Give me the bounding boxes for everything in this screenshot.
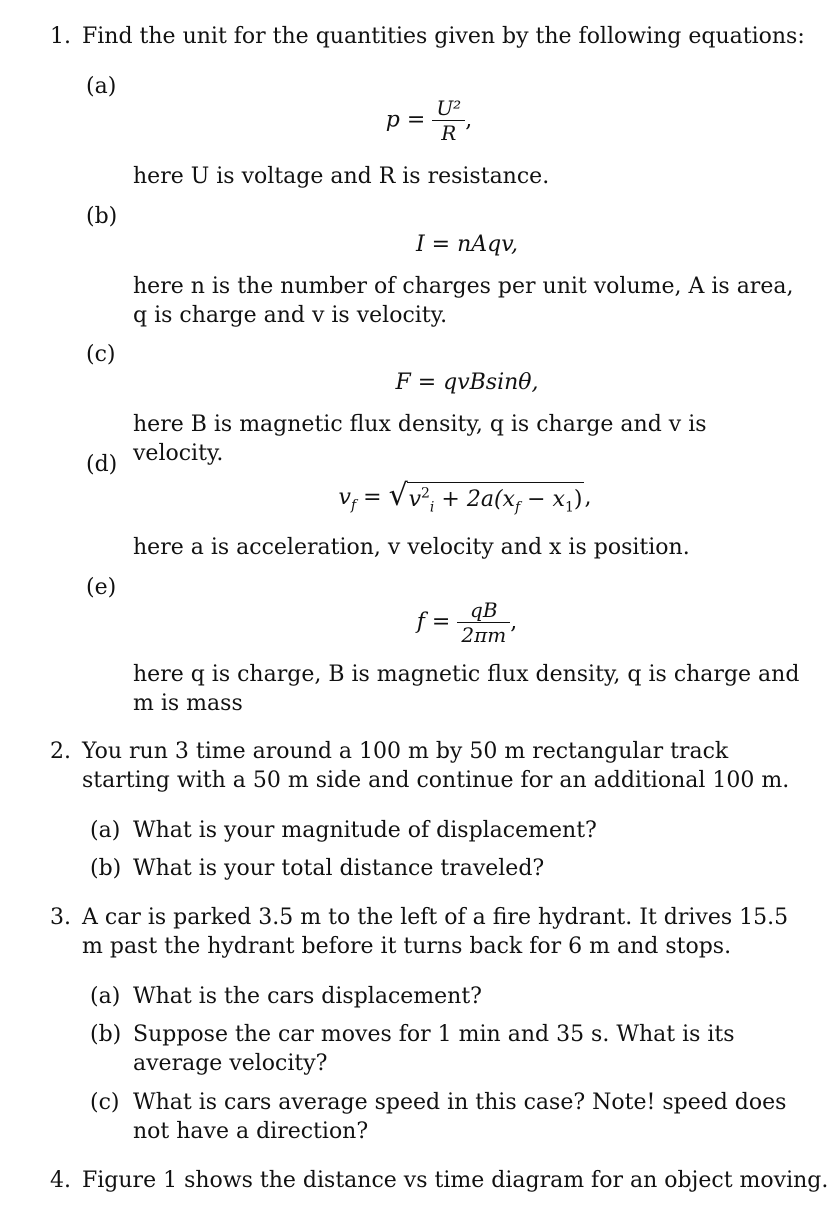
q1d-equation [48, 478, 834, 516]
q3-text: A car is parked 3.5 m to the left of a fire hydrant. It drives 15.5 m past the hydrant before it turns back for 6 m and stops. [82, 905, 789, 959]
q1b-equation: I = nAqv, [415, 232, 519, 257]
q1b-note: here n is the number of charges per unit volume, A is area, q is charge and v is velocity. [133, 274, 794, 328]
q1a-eq-lhs: p = [385, 107, 426, 133]
q1d-note: here a is acceleration, v velocity and x is position. [133, 535, 690, 560]
q1e-numerator: qB [470, 598, 498, 622]
q2b-text: What is your total distance traveled? [133, 856, 545, 881]
q1a-numerator: U² [436, 96, 462, 120]
q2-number: 2. [50, 739, 71, 764]
q1e-eq-lhs: f = [416, 609, 451, 635]
q2a-label: (a) [90, 818, 121, 843]
q3a-label: (a) [90, 984, 121, 1009]
q1a-label: (a) [86, 74, 117, 99]
q1d-eq-equals: = [363, 485, 382, 510]
q1e-denominator: 2πm [461, 623, 507, 647]
q1d-radicand-sub2: f [514, 499, 521, 516]
q1d-square-root: √ $v^2_i + 2a(x_f - x_1)$ [388, 478, 583, 516]
q1c-note: here B is magnetic flux density, q is charge and v is velocity. [133, 412, 707, 466]
q1d-radicand-sub: i [429, 499, 435, 516]
q1d-radicand-end: ) [573, 487, 583, 512]
q3c-text: What is cars average speed in this case? Note! speed does not have a direction? [133, 1090, 787, 1144]
q1e-note: here q is charge, B is magnetic flux density, q is charge and m is mass [133, 662, 800, 716]
q1e-eq-tail: , [510, 609, 518, 635]
q4-text: Figure 1 shows the distance vs time diagram for an object moving. [82, 1168, 829, 1193]
q1a-eq-tail: , [465, 107, 473, 133]
q4-number: 4. [50, 1168, 71, 1193]
q3b-label: (b) [90, 1022, 122, 1047]
q1d-eq-tail: , [584, 485, 592, 510]
q1b-label: (b) [86, 204, 118, 229]
q1a-fraction [432, 96, 465, 145]
q2-text: You run 3 time around a 100 m by 50 m rectangular track starting with a 50 m side and continue for an additional 100 m. [82, 739, 790, 793]
q1-number: 1. [50, 24, 71, 49]
q3c-label: (c) [90, 1090, 120, 1115]
q1d-radicand-v: v [408, 487, 421, 512]
q1-text: Find the unit for the quantities given by the following equations: [82, 24, 805, 49]
q1a-denominator: R [441, 121, 457, 145]
q1d-label: (d) [86, 452, 118, 477]
q1d-radicand-sub3: 1 [564, 499, 574, 516]
q1d-radicand-rest2: − x [527, 487, 565, 512]
q1c-equation: F = qvBsinθ, [395, 370, 539, 395]
q1e-label: (e) [86, 575, 117, 600]
q1d-eq-lhs: v [338, 485, 351, 510]
q3a-text: What is the cars displacement? [133, 984, 482, 1009]
q1a-note: here U is voltage and R is resistance. [133, 164, 550, 189]
q1d-radicand-sup: 2 [421, 485, 430, 502]
q2a-text: What is your magnitude of displacement? [133, 818, 597, 843]
q1e-equation [50, 598, 834, 647]
q1d-radicand-rest: + 2a(x [441, 487, 515, 512]
q1c-label: (c) [86, 342, 116, 367]
q2b-label: (b) [90, 856, 122, 881]
q1e-fraction [457, 598, 510, 647]
q3b-text: Suppose the car moves for 1 min and 35 s. What is its average velocity? [133, 1022, 735, 1076]
q1a-equation [12, 96, 834, 145]
q3-number: 3. [50, 905, 71, 930]
q1d-eq-lhs-sub: f [350, 497, 357, 514]
